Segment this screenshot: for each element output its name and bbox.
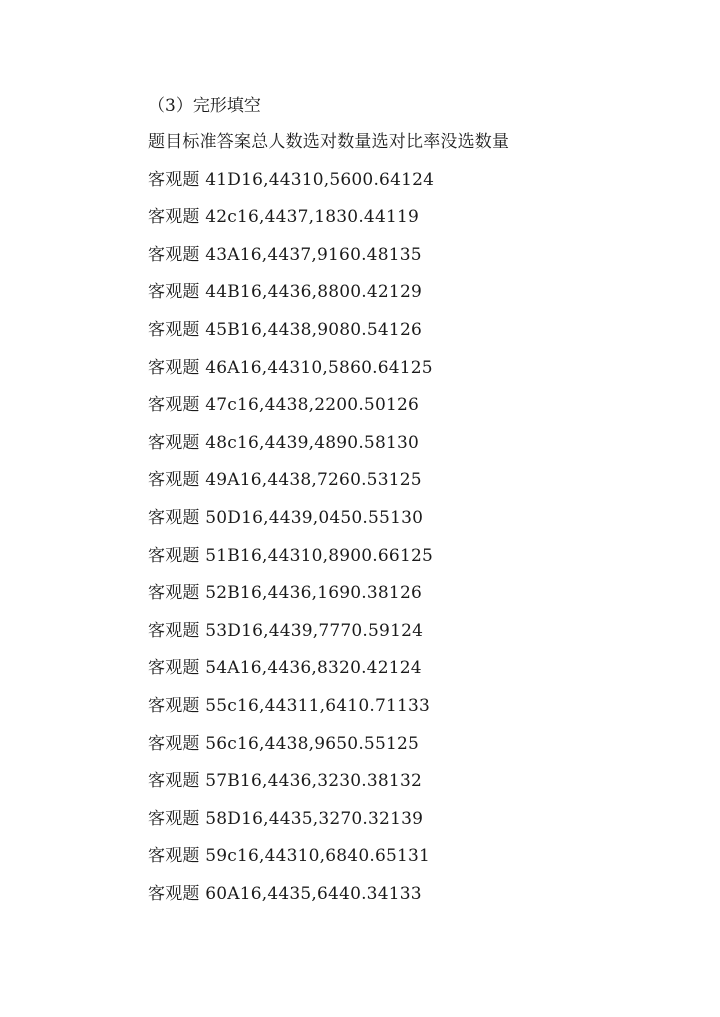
- list-item: 客观题 54A16,4436,8320.42124: [148, 658, 422, 679]
- list-item: 客观题 57B16,4436,3230.38132: [148, 771, 422, 792]
- list-item: 客观题 45B16,4438,9080.54126: [148, 319, 422, 340]
- list-item: 客观题 55c16,44311,6410.71133: [148, 695, 431, 716]
- list-item: 客观题 46A16,44310,5860.64125: [148, 357, 433, 378]
- question-stats-list: [148, 162, 688, 914]
- list-item: 客观题 48c16,4439,4890.58130: [148, 432, 420, 453]
- list-item: 客观题 41D16,44310,5600.64124: [148, 169, 435, 190]
- list-item: 客观题 52B16,4436,1690.38126: [148, 583, 422, 604]
- list-item: 客观题 60A16,4435,6440.34133: [148, 883, 422, 904]
- list-item: 客观题 56c16,4438,9650.55125: [148, 733, 420, 754]
- list-item: 客观题 43A16,4437,9160.48135: [148, 244, 422, 265]
- list-item: 客观题 42c16,4437,1830.44119: [148, 207, 420, 228]
- list-item: 客观题 59c16,44310,6840.65131: [148, 846, 431, 867]
- list-item: 客观题 50D16,4439,0450.55130: [148, 507, 424, 528]
- column-header: 题目标准答案总人数选对数量选对比率没选数量: [148, 132, 510, 152]
- list-item: 客观题 53D16,4439,7770.59124: [148, 620, 424, 641]
- list-item: 客观题 51B16,44310,8900.66125: [148, 545, 433, 566]
- list-item: 客观题 49A16,4438,7260.53125: [148, 470, 422, 491]
- list-item: 客观题 44B16,4436,8800.42129: [148, 282, 422, 303]
- list-item: 客观题 58D16,4435,3270.32139: [148, 808, 424, 829]
- section-heading: （3）完形填空: [148, 96, 261, 116]
- document-body: [148, 88, 688, 913]
- list-item: 客观题 47c16,4438,2200.50126: [148, 395, 420, 416]
